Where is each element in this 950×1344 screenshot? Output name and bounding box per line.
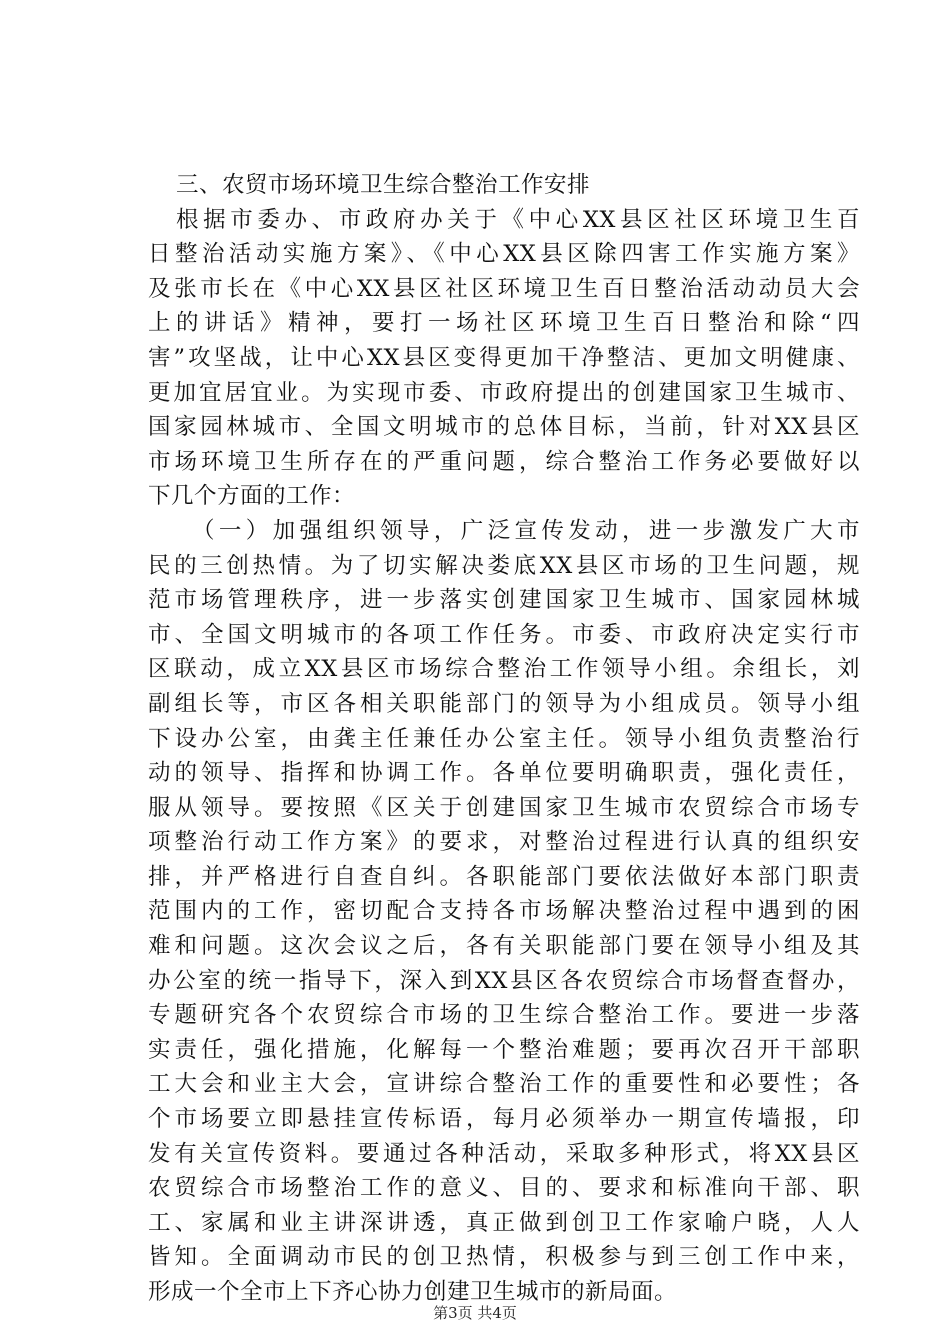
paragraph-line: 形成一个全市上下齐心协力创建卫生城市的新局面。 [148, 1279, 678, 1305]
paragraph-line: 范围内的工作，密切配合支持各市场解决整治过程中遇到的困 [148, 898, 860, 925]
paragraph-line: 项整治行动工作方案》的要求，对整治过程进行认真的组织安 [148, 829, 860, 856]
paragraph-line: 办公室的统一指导下，深入到XX县区各农贸综合市场督查督办， [148, 967, 860, 994]
paragraph-line: 更加宜居宜业。为实现市委、市政府提出的创建国家卫生城市、 [148, 379, 860, 406]
paragraph-line: 日整治活动实施方案》、《中心XX县区除四害工作实施方案》 [148, 241, 860, 268]
paragraph-line: 农贸综合市场整治工作的意义、目的、要求和标准向干部、职 [148, 1175, 860, 1202]
paragraph-line: 上的讲话》精神，要打一场社区环境卫生百日整治和除“四 [148, 310, 860, 337]
paragraph-line: 工、家属和业主讲深讲透，真正做到创卫工作家喻户晓，人人 [148, 1209, 860, 1236]
paragraph-line: 区联动，成立XX县区市场综合整治工作领导小组。余组长，刘 [148, 656, 860, 683]
paragraph-line: 个市场要立即悬挂宣传标语，每月必须举办一期宣传墙报，印 [148, 1106, 860, 1133]
paragraph-line: 工大会和业主大会，宣讲综合整治工作的重要性和必要性；各 [148, 1071, 860, 1098]
paragraph-line: 实责任，强化措施，化解每一个整治难题；要再次召开干部职 [148, 1036, 860, 1063]
paragraph-line: 专题研究各个农贸综合市场的卫生综合整治工作。要进一步落 [148, 1002, 860, 1029]
paragraph-line: 皆知。全面调动市民的创卫热情，积极参与到三创工作中来， [148, 1244, 860, 1271]
section-heading: 三、农贸市场环境卫生综合整治工作安排 [176, 172, 591, 198]
paragraph-line: 根据市委办、市政府办关于《中心XX县区社区环境卫生百 [176, 206, 860, 233]
paragraph-line: 害”攻坚战，让中心XX县区变得更加干净整洁、更加文明健康、 [148, 344, 860, 371]
paragraph-line: 排，并严格进行自查自纠。各职能部门要依法做好本部门职责 [148, 863, 860, 890]
page-number-footer: 第3页 共4页 [433, 1304, 517, 1322]
paragraph-line: 难和问题。这次会议之后，各有关职能部门要在领导小组及其 [148, 933, 860, 960]
paragraph-line: 动的领导、指挥和协调工作。各单位要明确职责，强化责任， [148, 760, 860, 787]
paragraph-line: 发有关宣传资料。要通过各种活动，采取多种形式，将XX县区 [148, 1140, 860, 1167]
paragraph-line: 市、全国文明城市的各项工作任务。市委、市政府决定实行市 [148, 621, 860, 648]
paragraph-line: 副组长等，市区各相关职能部门的领导为小组成员。领导小组 [148, 690, 860, 717]
paragraph-line: 及张市长在《中心XX县区社区环境卫生百日整治活动动员大会 [148, 275, 860, 302]
paragraph-line: 民的三创热情。为了切实解决娄底XX县区市场的卫生问题，规 [148, 552, 860, 579]
paragraph-line: 服从领导。要按照《区关于创建国家卫生城市农贸综合市场专 [148, 794, 860, 821]
paragraph-line: 国家园林城市、全国文明城市的总体目标，当前，针对XX县区 [148, 414, 860, 441]
document-body [148, 168, 860, 1310]
paragraph-line: （一）加强组织领导，广泛宣传发动，进一步激发广大市 [192, 517, 860, 544]
paragraph-line: 下设办公室，由龚主任兼任办公室主任。领导小组负责整治行 [148, 725, 860, 752]
paragraph-line: 下几个方面的工作： [148, 483, 356, 510]
paragraph-line: 市场环境卫生所存在的严重问题，综合整治工作务必要做好以 [148, 448, 860, 475]
paragraph-line: 范市场管理秩序，进一步落实创建国家卫生城市、国家园林城 [148, 587, 860, 614]
